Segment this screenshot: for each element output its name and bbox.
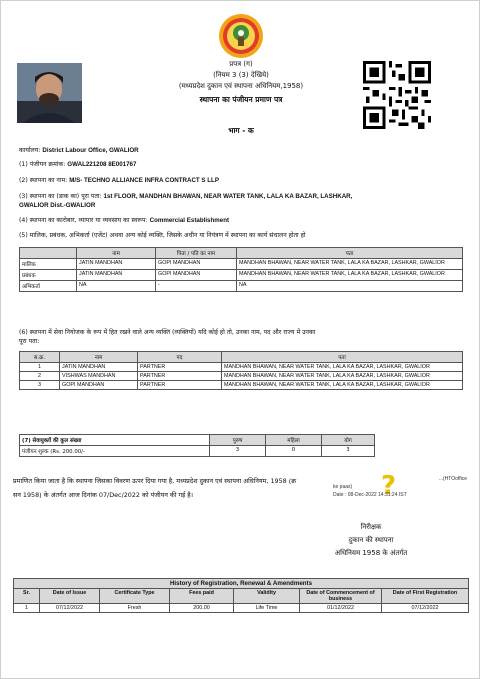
history-validity: Life Time	[234, 604, 300, 613]
owners-col-name: नाम	[77, 248, 156, 259]
history-col-sr: Sr.	[14, 589, 40, 604]
partners-table-header	[20, 352, 463, 363]
table-row	[20, 281, 463, 292]
owners-section-label: (5) मालिक, प्रबंधक, अभिकर्ता (एजेंट) अथवा अन्य कोई व्यक्ति, जिसके अधीन या नियंत्रण में स्थापना का कार्य संचालन होता हो	[19, 232, 306, 239]
owners-father: GOPI MANDHAN	[156, 270, 237, 281]
owners-table-header	[20, 248, 463, 259]
business-value: Commercial Establishment	[149, 217, 230, 224]
mp-government-emblem-icon	[218, 13, 264, 59]
history-col-first-registration: Date of First Registration	[382, 589, 469, 604]
owners-role: मालिक	[20, 259, 77, 270]
form-label: प्रपत्र (ग)	[229, 60, 253, 68]
registration-fee-label: पंजीयन शुल्क (Rs. 200.00/-	[20, 446, 210, 457]
signature-unverified-icon: ?	[381, 471, 397, 501]
owner-photo	[17, 63, 82, 123]
employees-col-total: योग	[322, 435, 375, 446]
employees-col-male: पुरुष	[210, 435, 266, 446]
registration-number-row	[19, 161, 136, 169]
establishment-name-value: M/S- TECHNO ALLIANCE INFRA CONTRACT S LLP	[69, 177, 219, 184]
office-label: कार्यालय:	[19, 147, 41, 154]
history-sr: 1	[14, 604, 40, 613]
history-first-registration: 07/12/2022	[382, 604, 469, 613]
owners-col-role	[20, 248, 77, 259]
establishment-name-row	[19, 177, 219, 185]
history-col-date-issue: Date of Issue	[40, 589, 100, 604]
stamp-line-2: ke paas)	[333, 484, 353, 490]
address-row-2	[19, 202, 95, 210]
act-label: (मध्यप्रदेश दुकान एवं स्थापना अधिनियम,1958)	[178, 82, 304, 90]
history-col-certificate-type: Certificate Type	[100, 589, 170, 604]
history-title: History of Registration, Renewal & Amendments	[14, 579, 469, 589]
history-certificate-type: Fresh	[100, 604, 170, 613]
female-count: 0	[266, 446, 322, 457]
stamp-line-1: ...(HTOoffice	[438, 476, 467, 482]
certification-text-2: सन 1958) के अंतर्गत आज दिनांक 07/Dec/2022 को पंजीयन की गई है।	[13, 491, 194, 499]
table-row	[20, 363, 463, 372]
owners-name: JATIN MANDHAN	[77, 259, 156, 270]
table-row	[20, 381, 463, 390]
partner-post: PARTNER	[138, 381, 222, 390]
owners-role: प्रबंधक	[20, 270, 77, 281]
partners-col-post: पद	[138, 352, 222, 363]
signatory-title: निरीक्षक	[360, 523, 382, 531]
business-row	[19, 217, 229, 225]
partners-table	[19, 351, 463, 390]
owners-col-father: पिता / पति का नाम	[156, 248, 237, 259]
registration-number-label: (1) पंजीयन क्रमांक:	[19, 161, 66, 168]
partners-col-address: पता	[222, 352, 463, 363]
owners-address: NA	[237, 281, 463, 292]
business-label: (4) स्थापना का कारोबार, व्यापार या व्यवसाय का स्वरूप:	[19, 217, 148, 224]
signatory-line-3: अधिनियम 1958 के अंतर्गत	[334, 549, 408, 557]
owners-address: MANDHAN BHAWAN, NEAR WATER TANK, LALA KA BAZAR, LASHKAR, GWALIOR	[237, 270, 463, 281]
digital-signature-stamp	[333, 475, 467, 499]
owners-table	[19, 247, 463, 292]
table-row	[20, 259, 463, 270]
owners-name: JATIN MANDHAN	[77, 270, 156, 281]
partner-name: VISHWAS MANDHAN	[60, 372, 138, 381]
certification-text: प्रमाणित किया जाता है कि स्थापना जिसका विवरण ऊपर दिया गया है, मध्यप्रदेश दुकान एवं स्थापना अधिनियम, 1958 (क्र	[13, 477, 297, 485]
table-row	[20, 372, 463, 381]
employees-col-female: महिला	[266, 435, 322, 446]
history-commencement: 01/12/2022	[300, 604, 382, 613]
history-fees: 200.00	[170, 604, 234, 613]
signatory-line-2: दुकान की स्थापना	[348, 536, 394, 544]
owners-role: अभिकर्ता	[20, 281, 77, 292]
owners-father: GOPI MANDHAN	[156, 259, 237, 270]
history-col-commencement: Date of Commencement of business	[300, 589, 382, 604]
office-value: District Labour Office, GWALIOR	[42, 147, 139, 154]
partner-post: PARTNER	[138, 372, 222, 381]
registration-number-value: GWAL221208 8E001767	[67, 161, 137, 168]
partner-name: GOPI MANDHAN	[60, 381, 138, 390]
stamp-date: Date : 08-Dec-2022 14:31:24 IST	[333, 492, 407, 498]
address-value-line1: 1st FLOOR, MANDHAN BHAWAN, NEAR WATER TANK, LALA KA BAZAR, LASHKAR,	[103, 193, 353, 200]
employees-value-row	[20, 446, 375, 457]
partner-address: MANDHAN BHAWAN, NEAR WATER TANK, LALA KA BAZAR, LASHKAR, GWALIOR	[222, 363, 463, 372]
history-col-validity: Validity	[234, 589, 300, 604]
history-header-row	[14, 589, 469, 604]
history-date-issue: 07/12/2022	[40, 604, 100, 613]
owners-col-address: पता	[237, 248, 463, 259]
history-table	[13, 578, 469, 613]
partners-col-serial: स.क्र.	[20, 352, 60, 363]
partners-section-label-2: पूरा पता:	[19, 338, 40, 345]
table-row	[14, 604, 469, 613]
part-label: भाग - क	[228, 126, 254, 135]
owners-address: MANDHAN BHAWAN, NEAR WATER TANK, LALA KA BAZAR, LASHKAR, GWALIOR	[237, 259, 463, 270]
address-label: (3) स्थापना का (डाक का) पूरा पता:	[19, 193, 102, 200]
certificate-title: स्थापना का पंजीयन प्रमाण पत्र	[199, 95, 283, 104]
partner-serial: 3	[20, 381, 60, 390]
address-row	[19, 193, 352, 201]
address-value-line2: GWALIOR Dist.-GWALIOR	[19, 202, 96, 209]
owners-father: -	[156, 281, 237, 292]
partner-serial: 1	[20, 363, 60, 372]
partner-post: PARTNER	[138, 363, 222, 372]
partner-serial: 2	[20, 372, 60, 381]
table-row	[20, 270, 463, 281]
partners-col-name: नाम	[60, 352, 138, 363]
total-count: 3	[322, 446, 375, 457]
employees-table	[19, 434, 375, 457]
male-count: 3	[210, 446, 266, 457]
partners-section-label: (6) स्थापना में सेवा नियोजक के रूप में हित रखने वाले अन्य व्यक्ति (व्यक्तियों) यदि कोई हो तो, उनका नाम, पद और राज्य में उनका	[19, 329, 316, 336]
establishment-name-label: (2) स्थापना का नाम:	[19, 177, 68, 184]
partner-address: MANDHAN BHAWAN, NEAR WATER TANK, LALA KA BAZAR, LASHKAR, GWALIOR	[222, 381, 463, 390]
rule-label: (नियम 3 (3) देखिये)	[213, 71, 269, 79]
history-title-row	[14, 579, 469, 589]
qr-code	[363, 61, 431, 129]
history-col-fees: Fees paid	[170, 589, 234, 604]
partner-address: MANDHAN BHAWAN, NEAR WATER TANK, LALA KA BAZAR, LASHKAR, GWALIOR	[222, 372, 463, 381]
office-row	[19, 147, 139, 155]
employees-header-row	[20, 435, 375, 446]
employees-count-label: (7) सेवायुक्तों की कुल संख्या	[20, 435, 210, 446]
partner-name: JATIN MANDHAN	[60, 363, 138, 372]
owners-name: NA	[77, 281, 156, 292]
